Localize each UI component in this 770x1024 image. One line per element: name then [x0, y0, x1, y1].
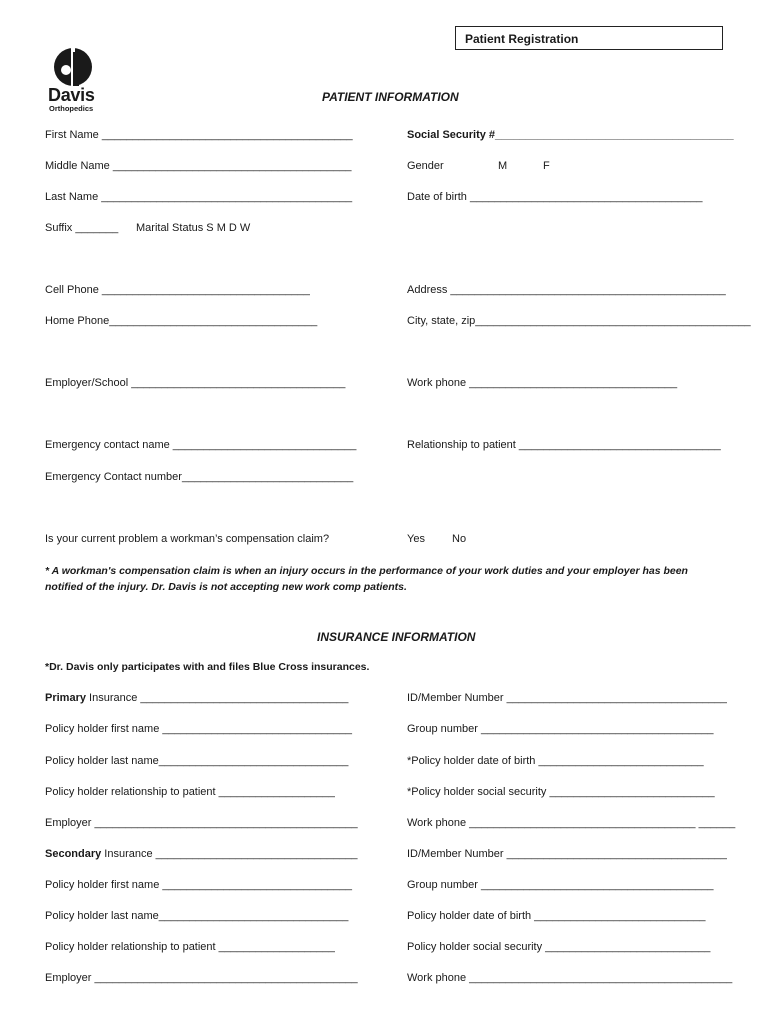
date-of-birth-field[interactable]: Date of birth ______________________________________ [407, 191, 703, 203]
workmans-comp-no-option[interactable]: No [452, 533, 467, 545]
suffix-field[interactable]: Suffix _______ [45, 222, 119, 234]
insurance-information-title: INSURANCE INFORMATION [317, 630, 476, 644]
secondary-holder-first-name-field[interactable]: Policy holder first name _______________________________ [45, 879, 353, 891]
secondary-employer-field[interactable]: Employer ___________________________________________ [45, 972, 358, 984]
marital-status-field[interactable]: Marital Status S M D W [136, 222, 251, 234]
workmans-comp-question: Is your current problem a workman’s compensation claim? [45, 533, 330, 545]
primary-employer-field[interactable]: Employer ___________________________________________ [45, 817, 358, 829]
primary-holder-relationship-field[interactable]: Policy holder relationship to patient ___________________ [45, 786, 335, 798]
cell-phone-field[interactable]: Cell Phone __________________________________ [45, 284, 310, 296]
patient-registration-label: Patient Registration [465, 32, 579, 46]
workmans-comp-note: * A workman's compensation claim is when an injury occurs in the performance of your work duties and your employer has been notified of the injury. Dr. Davis is not accepting new work comp patients. [45, 565, 688, 593]
logo-name: Davis [48, 85, 95, 105]
address-field[interactable]: Address _____________________________________________ [407, 284, 726, 296]
social-security-field[interactable]: Social Security #_______________________________________ [407, 129, 734, 141]
primary-insurance-line: Insurance __________________________________ [85, 692, 349, 704]
primary-label: Primary [45, 692, 86, 704]
gender-label: Gender [407, 160, 444, 172]
logo-subtitle: Orthopedics [49, 104, 94, 113]
secondary-holder-last-name-field[interactable]: Policy holder last name_______________________________ [45, 910, 349, 922]
primary-holder-ssn-field[interactable]: *Policy holder social security ___________________________ [407, 786, 715, 798]
last-name-field[interactable]: Last Name _________________________________________ [45, 191, 353, 203]
relationship-to-patient-field[interactable]: Relationship to patient _________________________________ [407, 439, 721, 451]
work-phone-field[interactable]: Work phone __________________________________ [407, 377, 678, 389]
employer-school-field[interactable]: Employer/School ___________________________________ [45, 377, 346, 389]
secondary-insurance-field[interactable] [45, 848, 358, 860]
secondary-holder-relationship-field[interactable]: Policy holder relationship to patient ___________________ [45, 941, 335, 953]
workmans-comp-yes-option[interactable]: Yes [407, 533, 425, 545]
blue-cross-note: *Dr. Davis only participates with and files Blue Cross insurances. [45, 661, 370, 673]
patient-registration-box [455, 26, 723, 50]
gender-f-option[interactable]: F [543, 160, 550, 172]
primary-work-phone-field[interactable]: Work phone _____________________________________ ______ [407, 817, 736, 829]
primary-holder-last-name-field[interactable]: Policy holder last name_______________________________ [45, 755, 349, 767]
secondary-group-number-field[interactable]: Group number ______________________________________ [407, 879, 714, 891]
secondary-holder-ssn-field[interactable]: Policy holder social security ___________________________ [407, 941, 711, 953]
primary-id-member-field[interactable]: ID/Member Number ____________________________________ [407, 692, 727, 704]
first-name-field[interactable]: First Name _________________________________________ [45, 129, 353, 141]
secondary-insurance-line: Insurance _________________________________ [101, 848, 358, 860]
secondary-holder-dob-field[interactable]: Policy holder date of birth ____________________________ [407, 910, 706, 922]
city-state-zip-field[interactable]: City, state, zip_____________________________________________ [407, 315, 751, 327]
primary-holder-dob-field[interactable]: *Policy holder date of birth ___________________________ [407, 755, 704, 767]
home-phone-field[interactable]: Home Phone__________________________________ [45, 315, 318, 327]
secondary-id-member-field[interactable]: ID/Member Number ____________________________________ [407, 848, 727, 860]
primary-insurance-field[interactable] [45, 692, 348, 704]
patient-information-title: PATIENT INFORMATION [322, 90, 459, 104]
emergency-contact-name-field[interactable]: Emergency contact name ______________________________ [45, 439, 357, 451]
emergency-contact-number-field[interactable]: Emergency Contact number____________________________ [45, 471, 354, 483]
primary-holder-first-name-field[interactable]: Policy holder first name _______________________________ [45, 723, 353, 735]
middle-name-field[interactable]: Middle Name _______________________________________ [45, 160, 352, 172]
gender-m-option[interactable]: M [498, 160, 508, 172]
secondary-label: Secondary [45, 848, 102, 860]
secondary-work-phone-field[interactable]: Work phone ___________________________________________ [407, 972, 733, 984]
primary-group-number-field[interactable]: Group number ______________________________________ [407, 723, 714, 735]
